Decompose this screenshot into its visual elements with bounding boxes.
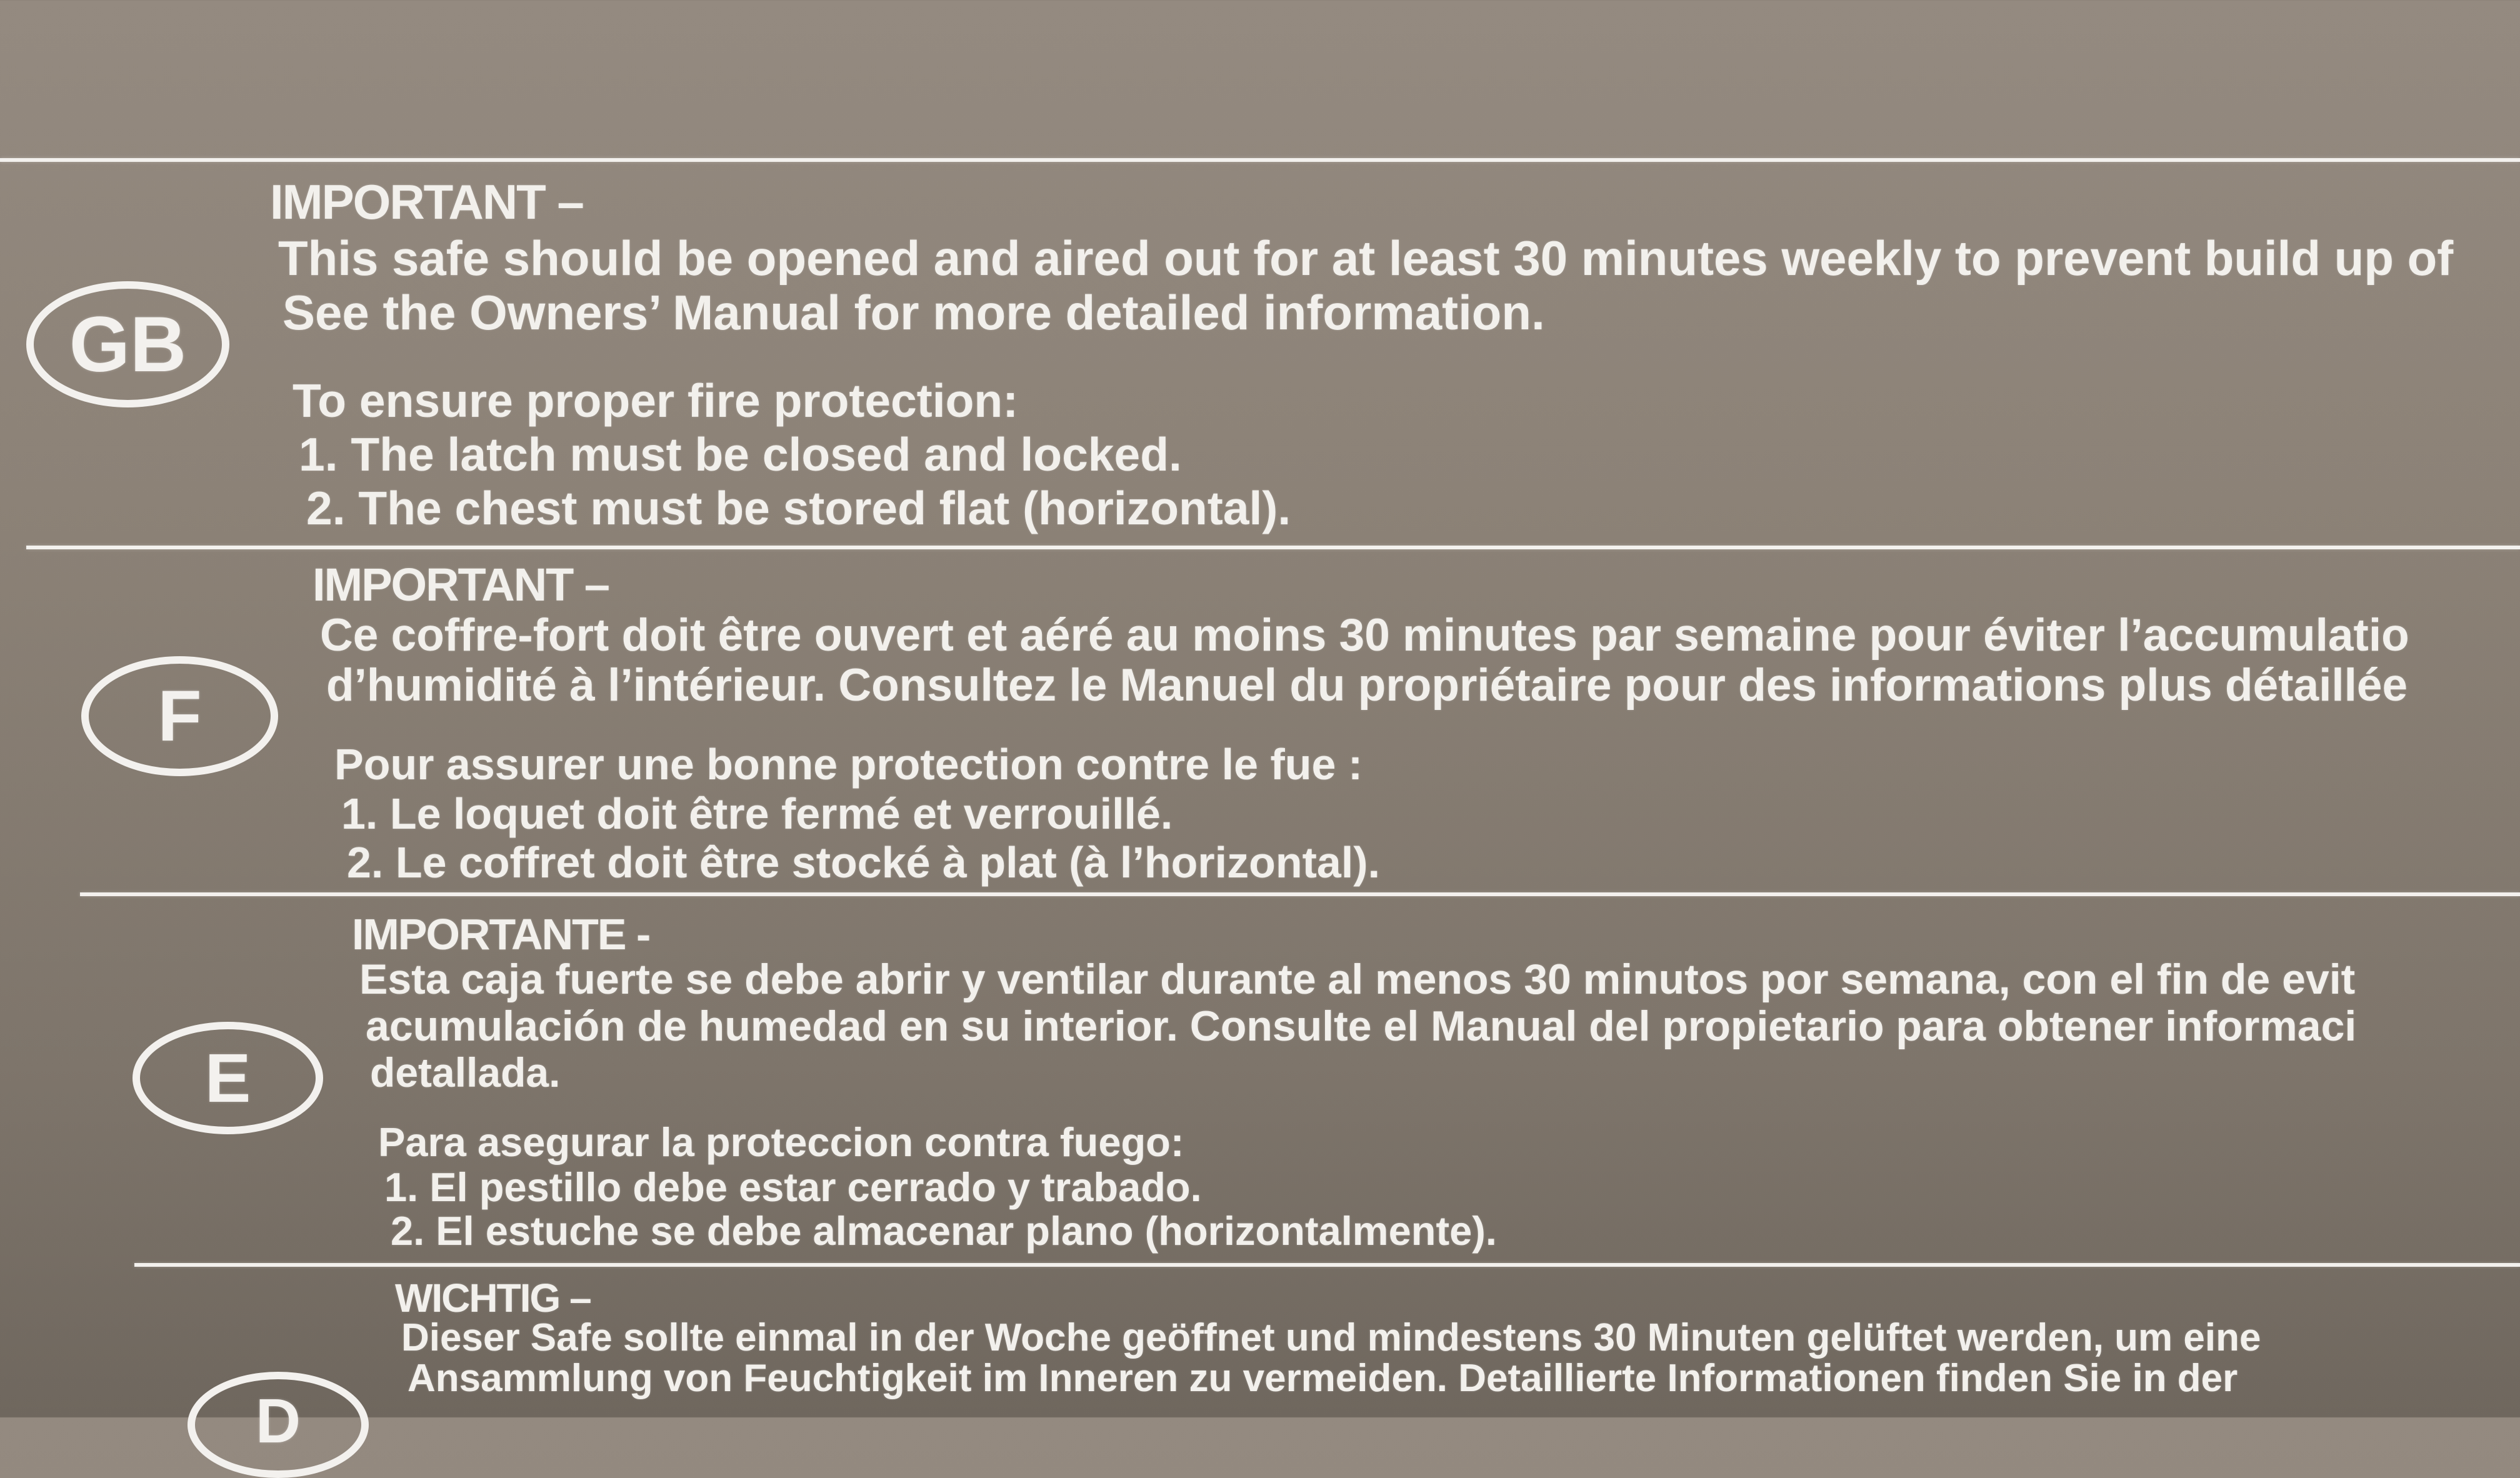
e-list-item-2: 2. El estuche se debe almacenar plano (horizontalmente). (391, 1208, 1497, 1254)
e-heading: IMPORTANTE - (352, 910, 650, 959)
f-body-line-2: d’humidité à l’intérieur. Consultez le Manuel du propriétaire pour des informations plus détaillée (326, 660, 2408, 711)
gb-body-line-1: This safe should be opened and aired out for at least 30 minutes weekly to prevent build up of (278, 231, 2454, 286)
e-body-line-1: Esta caja fuerte se debe abrir y ventilar durante al menos 30 minutos por semana, con el fin de evit (359, 956, 2356, 1003)
e-list-item-1: 1. El pestillo debe estar cerrado y trabado. (384, 1164, 1202, 1210)
language-badge-gb: GB (26, 281, 229, 407)
section-divider-top (0, 158, 2520, 162)
d-body-line-2: Ansammlung von Feuchtigkeit im Inneren zu vermeiden. Detaillierte Informationen finden Sie in der (408, 1357, 2238, 1400)
language-badge-e: E (132, 1022, 323, 1134)
e-body-line-2: acumulación de humedad en su interior. Consulte el Manual del propietario para obtener informaci (366, 1002, 2357, 1050)
f-list-item-2: 2. Le coffret doit être stocké à plat (à l’horizontal). (347, 838, 1381, 887)
gb-body-line-2: See the Owners’ Manual for more detailed information. (282, 285, 1545, 340)
d-body-line-1: Dieser Safe sollte einmal in der Woche geöffnet und mindestens 30 Minuten gelüftet werden, um eine (401, 1316, 2261, 1359)
section-divider-e-d (134, 1263, 2520, 1267)
gb-list-item-1: 1. The latch must be closed and locked. (299, 428, 1182, 481)
f-body-line-1: Ce coffre-fort doit être ouvert et aéré au moins 30 minutes par semaine pour éviter l’accumulatio (320, 610, 2409, 661)
language-badge-d: D (188, 1372, 369, 1478)
e-body-line-3: detallada. (370, 1049, 561, 1096)
f-list-item-1: 1. Le loquet doit être fermé et verrouillé. (341, 789, 1173, 838)
e-list-title: Para asegurar la proteccion contra fuego: (378, 1119, 1184, 1165)
gb-list-item-2: 2. The chest must be stored flat (horizontal). (306, 482, 1291, 534)
gb-heading: IMPORTANT – (270, 174, 583, 229)
section-divider-f-e (80, 892, 2520, 896)
f-list-title: Pour assurer une bonne protection contre le fue : (334, 740, 1363, 789)
language-badge-f: F (81, 656, 278, 776)
gb-list-title: To ensure proper fire protection: (292, 374, 1019, 427)
section-divider-gb-f (26, 546, 2520, 549)
f-heading: IMPORTANT – (312, 559, 609, 611)
d-heading: WICHTIG – (395, 1276, 591, 1321)
